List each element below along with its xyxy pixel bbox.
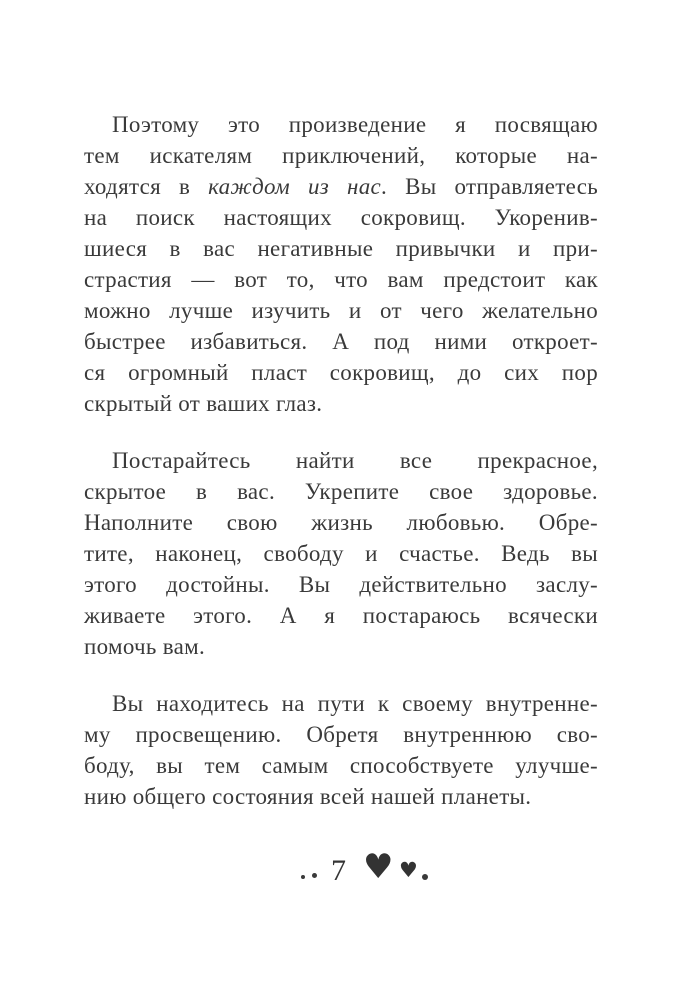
page-text	[84, 109, 598, 838]
paragraph	[84, 445, 598, 662]
text-segment: нию общего состояния всей нашей планеты.	[84, 784, 532, 809]
text-segment: страстия — вот то, что вам предстоит как	[84, 267, 598, 292]
text-segment: можно лучше изучить и от чего желательно	[84, 298, 598, 323]
ornament-dot-icon	[301, 875, 305, 879]
text-line	[84, 264, 598, 295]
text-segment: быстрее избавиться. А под ними откроет-	[84, 329, 598, 354]
text-segment: . Вы отправляетесь	[381, 174, 598, 199]
text-segment: этого достойны. Вы действительно заслу-	[84, 572, 598, 597]
text-line	[84, 781, 598, 812]
text-segment: Вы находитесь на пути к своему внутренне-	[112, 691, 598, 716]
text-segment: ся огромный пласт сокровищ, до сих пор	[84, 360, 598, 385]
text-line	[84, 233, 598, 264]
text-line	[84, 445, 598, 476]
paragraph	[84, 688, 598, 812]
text-segment: живаете этого. А я постараюсь всячески	[84, 603, 598, 628]
text-line	[84, 388, 598, 419]
page-footer	[0, 847, 686, 896]
text-line	[84, 109, 598, 140]
heart-icon: ♥	[399, 858, 418, 882]
text-segment: Поэтому это произведение я посвящаю	[112, 112, 598, 137]
text-segment: ходятся в	[84, 174, 209, 199]
text-line	[84, 750, 598, 781]
text-line	[84, 631, 598, 662]
text-segment: помочь вам.	[84, 634, 206, 659]
text-line	[84, 600, 598, 631]
text-line	[84, 202, 598, 233]
text-line	[84, 171, 598, 202]
text-line	[84, 140, 598, 171]
text-line	[84, 295, 598, 326]
text-line	[84, 719, 598, 750]
paragraph	[84, 109, 598, 419]
text-segment: Постарайтесь найти все прекрасное,	[112, 448, 598, 473]
text-line	[84, 357, 598, 388]
ornament-dot-icon	[312, 873, 317, 878]
text-segment-italic: каждом из нас	[208, 174, 382, 199]
text-segment: боду, вы тем самым способствуете улучше-	[84, 753, 598, 778]
page-number: 7	[331, 854, 346, 887]
text-segment: шиеся в вас негативные привычки и при-	[84, 236, 598, 261]
ornament-dot-icon	[422, 874, 428, 880]
text-line	[84, 688, 598, 719]
text-segment: му просвещению. Обретя внутреннюю сво-	[84, 722, 598, 747]
text-line	[84, 569, 598, 600]
text-segment: Наполните свою жизнь любовью. Обре-	[84, 510, 598, 535]
text-segment: скрытый от ваших глаз.	[84, 391, 323, 416]
text-line	[84, 507, 598, 538]
text-line	[84, 476, 598, 507]
text-line	[84, 326, 598, 357]
text-segment: тем искателям приключений, которые на-	[84, 143, 598, 168]
text-line	[84, 538, 598, 569]
text-segment: тите, наконец, свободу и счастье. Ведь вы	[84, 541, 598, 566]
text-segment: на поиск настоящих сокровищ. Укоренив-	[84, 205, 598, 230]
text-segment: скрытое в вас. Укрепите свое здоровье.	[84, 479, 598, 504]
heart-icon: ♥	[363, 847, 394, 887]
